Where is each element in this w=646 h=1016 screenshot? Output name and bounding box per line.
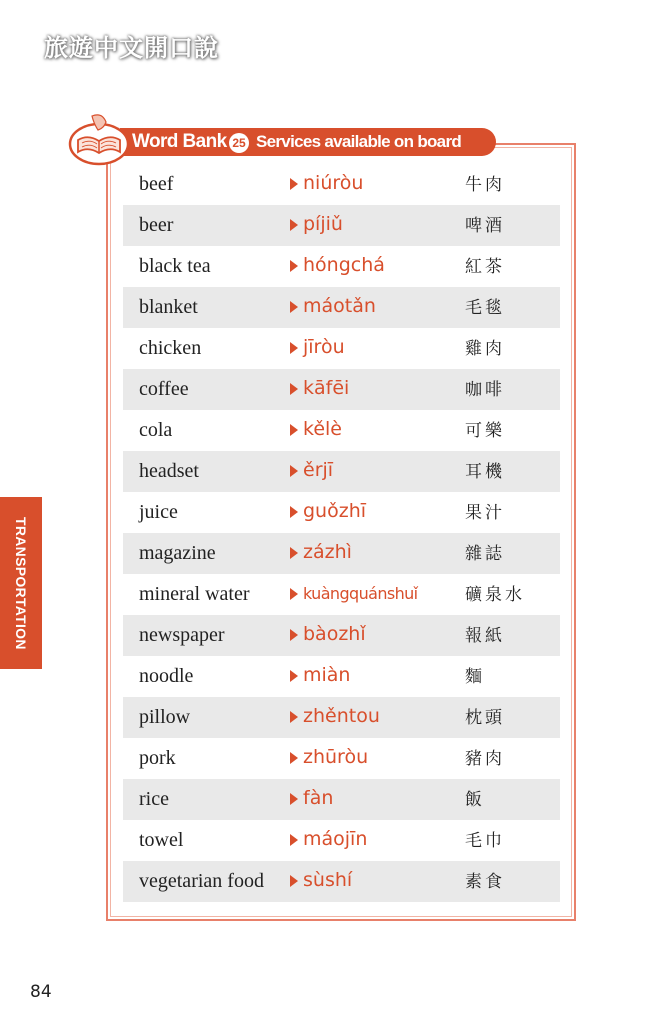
pinyin: sùshí — [303, 869, 353, 891]
pinyin: zhěntou — [303, 705, 380, 727]
vocab-row — [123, 246, 560, 287]
pinyin: guǒzhī — [303, 500, 367, 522]
arrow-icon — [290, 506, 298, 518]
chinese-term: 豬肉 — [465, 749, 505, 769]
section-tab-label: TRANSPORTATION — [13, 516, 29, 650]
chinese-term: 可樂 — [465, 421, 505, 441]
vocab-row — [123, 328, 560, 369]
arrow-icon — [290, 752, 298, 764]
chinese-term: 紅茶 — [465, 257, 505, 277]
english-term: mineral water — [139, 583, 250, 605]
pinyin: kāfēi — [303, 377, 350, 399]
arrow-icon — [290, 670, 298, 682]
vocab-row — [123, 779, 560, 820]
chinese-term: 果汁 — [465, 503, 505, 523]
chinese-term: 雜誌 — [465, 544, 505, 564]
english-term: headset — [139, 460, 199, 482]
vocab-row — [123, 451, 560, 492]
english-term: pillow — [139, 706, 191, 728]
pinyin: jīròu — [303, 336, 345, 358]
pinyin: kělè — [303, 418, 342, 440]
chinese-term: 雞肉 — [465, 339, 505, 359]
section-tab — [0, 497, 42, 669]
pinyin: niúròu — [303, 172, 364, 194]
english-term: beer — [139, 214, 174, 236]
english-term: noodle — [139, 665, 194, 687]
word-bank-label: Word Bank — [132, 131, 227, 152]
vocab-row — [123, 205, 560, 246]
english-term: juice — [139, 501, 178, 523]
chinese-term: 毛巾 — [465, 831, 505, 851]
vocab-row — [123, 697, 560, 738]
pinyin: píjiǔ — [303, 213, 343, 235]
english-term: vegetarian food — [139, 870, 264, 892]
vocab-row — [123, 410, 560, 451]
chinese-term: 牛肉 — [465, 175, 505, 195]
chinese-term: 啤酒 — [465, 216, 505, 236]
pinyin: zhūròu — [303, 746, 369, 768]
english-term: black tea — [139, 255, 211, 277]
open-book-icon — [68, 110, 130, 166]
english-term: newspaper — [139, 624, 225, 646]
arrow-icon — [290, 629, 298, 641]
book-title: 旅遊中文開口說 — [44, 34, 219, 62]
arrow-icon — [290, 301, 298, 313]
vocab-row — [123, 738, 560, 779]
english-term: beef — [139, 173, 174, 195]
pinyin: kuàngquánshuǐ — [303, 584, 418, 603]
arrow-icon — [290, 834, 298, 846]
arrow-icon — [290, 260, 298, 272]
vocabulary-table — [123, 164, 560, 902]
english-term: magazine — [139, 542, 216, 564]
chinese-term: 耳機 — [465, 462, 505, 482]
arrow-icon — [290, 793, 298, 805]
pinyin: bàozhǐ — [303, 623, 366, 645]
pinyin: miàn — [303, 664, 351, 686]
word-bank-subtitle: Services available on board — [256, 132, 462, 151]
vocab-row — [123, 164, 560, 205]
vocab-row — [123, 820, 560, 861]
chinese-term: 毛毯 — [465, 298, 505, 318]
chinese-term: 咖啡 — [465, 380, 505, 400]
english-term: blanket — [139, 296, 198, 318]
arrow-icon — [290, 711, 298, 723]
pinyin: hóngchá — [303, 254, 385, 276]
pinyin: zázhì — [303, 541, 352, 563]
pinyin: máotǎn — [303, 295, 376, 317]
chinese-term: 飯 — [465, 790, 485, 810]
page-number: 84 — [30, 982, 52, 1002]
arrow-icon — [290, 424, 298, 436]
english-term: pork — [139, 747, 176, 769]
word-bank-number-badge: 25 — [229, 133, 249, 153]
vocab-row — [123, 615, 560, 656]
vocab-row — [123, 369, 560, 410]
arrow-icon — [290, 465, 298, 477]
pinyin: máojīn — [303, 828, 368, 850]
arrow-icon — [290, 178, 298, 190]
arrow-icon — [290, 219, 298, 231]
english-term: rice — [139, 788, 169, 810]
english-term: towel — [139, 829, 184, 851]
chinese-term: 麵 — [465, 667, 485, 687]
vocab-row — [123, 492, 560, 533]
vocab-row — [123, 287, 560, 328]
vocab-row — [123, 861, 560, 902]
chinese-term: 素食 — [465, 872, 505, 892]
chinese-term: 報紙 — [465, 626, 505, 646]
pinyin: fàn — [303, 787, 334, 809]
chinese-term: 礦泉水 — [465, 585, 525, 605]
arrow-icon — [290, 875, 298, 887]
vocab-row — [123, 533, 560, 574]
arrow-icon — [290, 342, 298, 354]
english-term: chicken — [139, 337, 202, 359]
pinyin: ěrjī — [303, 459, 334, 481]
vocab-row — [123, 574, 560, 615]
arrow-icon — [290, 383, 298, 395]
arrow-icon — [290, 547, 298, 559]
vocab-row — [123, 656, 560, 697]
arrow-icon — [290, 588, 298, 600]
english-term: coffee — [139, 378, 189, 400]
english-term: cola — [139, 419, 173, 441]
chinese-term: 枕頭 — [465, 708, 505, 728]
